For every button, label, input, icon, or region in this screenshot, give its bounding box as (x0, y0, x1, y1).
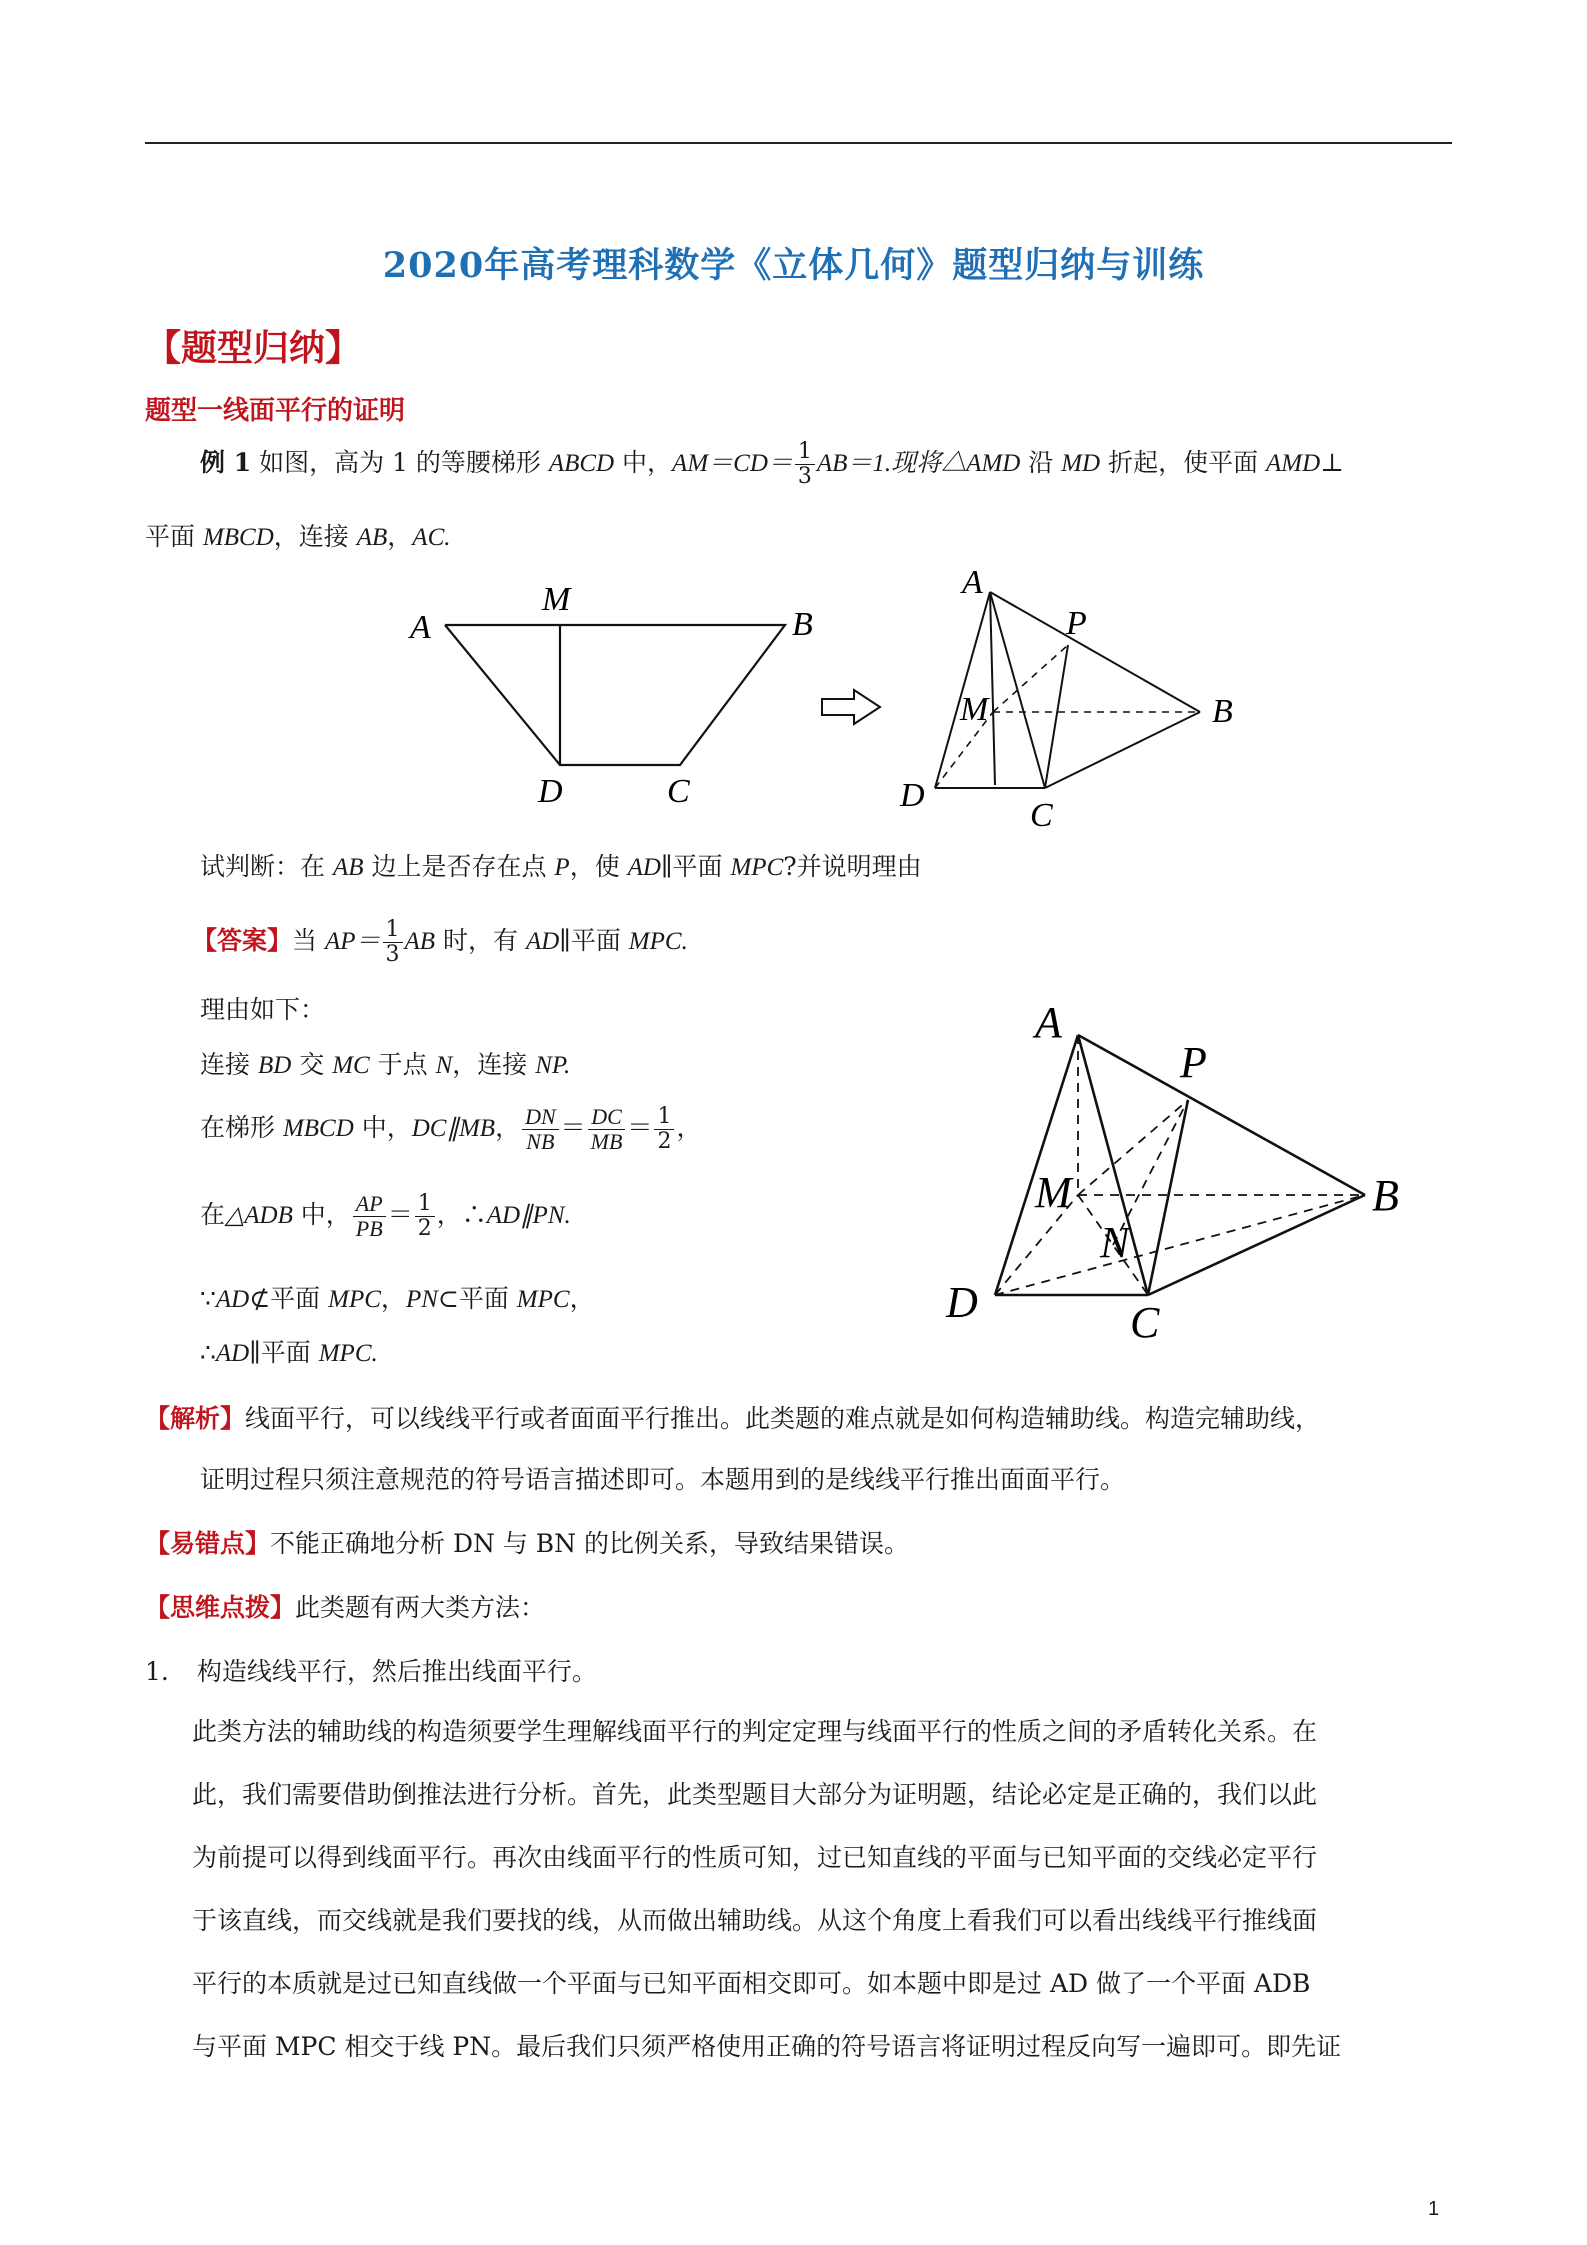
reason-text: ， (569, 1284, 595, 1313)
fraction (415, 1192, 435, 1241)
answer-text: ∥平面 (559, 926, 629, 955)
section-heading: 【题型归纳】 (145, 327, 362, 369)
trapezoid-figure (400, 580, 840, 810)
reason-text: ，连接 (452, 1050, 536, 1079)
example-line-2 (145, 520, 451, 555)
label-d: D (900, 777, 925, 814)
math-dc-mb: DC∥MB (411, 1115, 496, 1142)
fraction-denominator: 2 (417, 1216, 432, 1241)
example-text: 折起，使平面 (1100, 448, 1267, 477)
answer-text: 时，有 (435, 926, 526, 955)
fraction-numerator: 1 (795, 440, 815, 465)
page-title: 2020年高考理科数学《立体几何》题型归纳与训练 (382, 245, 1205, 286)
pitfall-text: 不能正确地分析 DN 与 BN 的比例关系，导致结果错误。 (270, 1529, 909, 1558)
math-mpc: MPC. (318, 1340, 378, 1367)
example-text: 如图，高为 1 的等腰梯形 (259, 448, 549, 477)
math-ab: AB (356, 524, 388, 551)
reason-line-5 (200, 1282, 595, 1317)
label-c: C (1030, 797, 1053, 834)
math-mpc: MPC. (628, 928, 688, 955)
label-a: A (1035, 998, 1062, 1047)
math-mpc: MPC (516, 1286, 570, 1313)
label-m: M (960, 691, 989, 728)
fraction-denominator: PB (355, 1216, 383, 1241)
example-line-1 (200, 440, 1344, 489)
answer-line (192, 918, 688, 967)
label-p: P (1066, 605, 1087, 642)
reason-text: 在 (200, 1200, 226, 1229)
fraction-numerator: DC (588, 1105, 625, 1130)
math-md: MD (1061, 450, 1101, 477)
math-ab: AB (404, 928, 436, 955)
reason-text: 中， (292, 1200, 351, 1229)
label-c: C (667, 773, 690, 810)
fraction-denominator: 3 (385, 942, 400, 967)
math-mbcd: MBCD (202, 524, 274, 551)
fraction-denominator: 3 (797, 464, 812, 489)
reason-line-4 (200, 1192, 571, 1241)
math-abcd: ABCD (548, 450, 615, 477)
fraction-numerator: 1 (654, 1105, 674, 1130)
reason-text: ，∴ (436, 1200, 487, 1229)
answer-tag: 【答案】 (192, 926, 293, 955)
label-p: P (1180, 1038, 1207, 1087)
label-b: B (1372, 1171, 1399, 1220)
question-text: ∥平面 (660, 852, 731, 881)
paragraph-line: 为前提可以得到线面平行。再次由线面平行的性质可知，过已知直线的平面与已知平面的交线必定平行 (192, 1843, 1318, 1872)
label-c: C (1130, 1298, 1160, 1347)
math-n: N (435, 1052, 453, 1079)
method-1-heading (145, 1655, 597, 1689)
tips-tag: 【思维点拨】 (145, 1593, 296, 1622)
reason-line-3 (200, 1105, 701, 1154)
label-m: M (1035, 1168, 1072, 1217)
fraction (654, 1105, 674, 1154)
answer-text: 当 (292, 926, 325, 955)
math-mbcd: MBCD (282, 1115, 354, 1142)
method-title: 构造线线平行，然后推出线面平行。 (196, 1657, 597, 1686)
pitfall-line (145, 1527, 909, 1561)
math-bd: BD (257, 1052, 292, 1079)
example-text: 沿 (1020, 448, 1062, 477)
trapezoid-outline (445, 625, 785, 765)
math-mc: MC (332, 1052, 370, 1079)
analysis-text: 线面平行，可以线线平行或者面面平行推出。此类题的难点就是如何构造辅助线。构造完辅助线， (245, 1404, 1321, 1433)
math-mpc: MPC (730, 854, 784, 881)
math-ab-eq: AB＝1.现将 (816, 450, 942, 477)
tips-text: 此类题有两大类方法： (295, 1593, 546, 1622)
equals-sign: ＝ (560, 1113, 586, 1142)
reason-text: ， (380, 1284, 406, 1313)
fraction-numerator: DN (522, 1105, 559, 1130)
label-a: A (410, 609, 431, 646)
math-pn: PN (405, 1286, 438, 1313)
reason-text: ⊄平面 (249, 1284, 329, 1313)
because-symbol: ∵ (200, 1284, 216, 1313)
reason-line-1: 理由如下： (200, 995, 326, 1024)
fraction-denominator: 2 (657, 1129, 672, 1154)
label-m: M (542, 581, 571, 618)
fraction-numerator: AP (353, 1192, 386, 1217)
example-text: ， (387, 522, 413, 551)
paragraph-line: 于该直线，而交线就是我们要找的线，从而做出辅助线。从这个角度上看我们可以看出线线平行推线面 (192, 1906, 1318, 1935)
label-a: A (962, 570, 983, 601)
fraction (353, 1192, 386, 1241)
label-d: D (538, 773, 563, 810)
math-triangle-adb: △ADB (225, 1202, 293, 1229)
arrow-icon (818, 687, 888, 727)
math-am-cd: AM＝CD＝ (672, 450, 793, 477)
pyramid-figure-2 (940, 995, 1430, 1355)
label-b: B (792, 606, 813, 643)
fraction-numerator: 1 (415, 1192, 435, 1217)
reason-text: 在梯形 (200, 1113, 283, 1142)
list-number: 1. (145, 1657, 169, 1686)
fraction (383, 918, 403, 967)
math-np: NP. (535, 1052, 571, 1079)
reason-text: ⊂平面 (437, 1284, 517, 1313)
fraction (522, 1105, 559, 1154)
fraction-numerator: 1 (383, 918, 403, 943)
paragraph-line: 平行的本质就是过已知直线做一个平面与已知平面相交即可。如本题中即是过 AD 做了一个平面 ADB (192, 1969, 1311, 1998)
example-text: ，连接 (273, 522, 357, 551)
perp-symbol: ⊥ (1320, 448, 1344, 477)
math-ad: AD (215, 1286, 250, 1313)
equals-sign: ＝ (387, 1200, 413, 1229)
question-line (200, 850, 922, 885)
method-1-paragraph (192, 1700, 1452, 2078)
therefore-symbol: ∴ (200, 1338, 216, 1367)
reason-text: 中， (353, 1113, 412, 1142)
paragraph-line: 此，我们需要借助倒推法进行分析。首先，此类型题目大部分为证明题，结论必定是正确的，我们以此 (192, 1780, 1318, 1809)
example-text: 中， (614, 448, 673, 477)
fraction (795, 440, 815, 489)
paragraph-line: 此类方法的辅助线的构造须要学生理解线面平行的判定定理与线面平行的性质之间的矛盾转化关系。在 (192, 1717, 1318, 1746)
reason-text: 连接 (200, 1050, 258, 1079)
page-number: 1 (1428, 2198, 1440, 2220)
reason-line-6 (200, 1336, 378, 1371)
math-amd: AMD (1266, 450, 1321, 477)
pyramid-figure-1 (890, 570, 1250, 835)
top-rule (145, 142, 1452, 144)
reason-text: ∥平面 (249, 1338, 319, 1367)
fraction-denominator: NB (526, 1129, 555, 1154)
math-ad-pn: AD∥PN. (486, 1202, 571, 1229)
tips-line (145, 1591, 545, 1625)
label-n: N (1100, 1218, 1130, 1267)
reason-text: 交 (291, 1050, 333, 1079)
math-ad: AD (215, 1340, 250, 1367)
fraction (588, 1105, 626, 1154)
math-ad: AD (627, 854, 661, 881)
example-label: 例 1 (200, 448, 252, 477)
fraction-denominator: MB (590, 1129, 623, 1154)
question-text: ，使 (569, 852, 628, 881)
reason-text: 于点 (369, 1050, 436, 1079)
math-ab: AB (332, 854, 364, 881)
math-triangle-amd: △AMD (941, 450, 1021, 477)
reason-line-2 (200, 1048, 570, 1083)
question-text: 边上是否存在点 (363, 852, 555, 881)
analysis-line-2: 证明过程只须注意规范的符号语言描述即可。本题用到的是线线平行推出面面平行。 (200, 1465, 1126, 1494)
math-p: P (554, 854, 570, 881)
analysis-line-1 (145, 1402, 1320, 1436)
reason-text: ， (676, 1113, 702, 1142)
math-mpc: MPC (328, 1286, 381, 1313)
label-b: B (1212, 693, 1233, 730)
equals-sign: ＝ (627, 1113, 653, 1142)
math-ad: AD (525, 928, 560, 955)
question-text: ?并说明理由 (783, 852, 922, 881)
subheading: 题型一线面平行的证明 (145, 396, 406, 426)
pitfall-tag: 【易错点】 (145, 1529, 271, 1558)
analysis-tag: 【解析】 (145, 1404, 246, 1433)
reason-text: ， (495, 1113, 521, 1142)
paragraph-line: 与平面 MPC 相交于线 PN。最后我们只须严格使用正确的符号语言将证明过程反向写一遍即可。即先证 (192, 2032, 1342, 2061)
math-ap: AP＝ (324, 928, 381, 955)
label-d: D (946, 1278, 978, 1327)
question-text: 试判断：在 (200, 852, 333, 881)
math-ac: AC. (412, 524, 451, 551)
example-text: 平面 (145, 522, 203, 551)
